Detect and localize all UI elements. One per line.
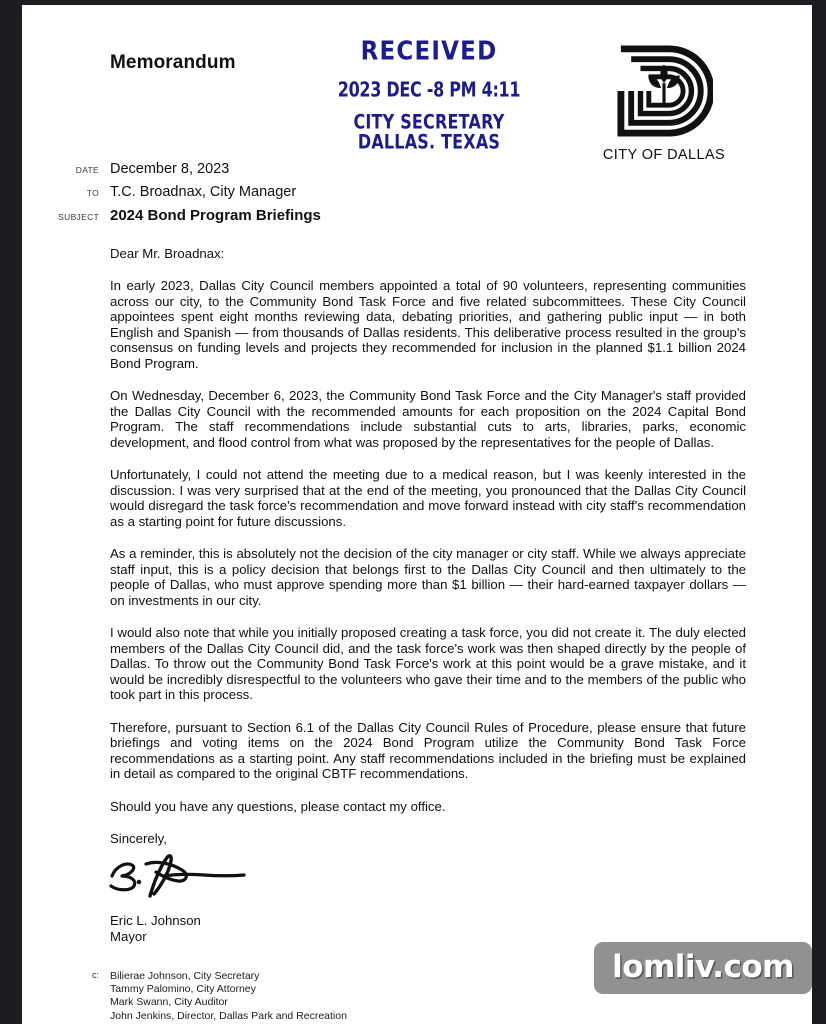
city-of-dallas-logo-block [574, 43, 754, 163]
city-of-dallas-logo-icon [615, 43, 713, 139]
viewer-right-edge [812, 0, 826, 1024]
cc-recipient-list [110, 970, 347, 1023]
document-header [22, 5, 812, 163]
cc-recipient: John Jenkins, Director, Dallas Park and Recreation [110, 1009, 347, 1022]
meta-label-to: TO [86, 188, 99, 198]
cc-recipient: Tammy Palomino, City Attorney [110, 983, 256, 996]
closing-sincerely: Sincerely, [110, 831, 167, 846]
cc-label: c: [91, 970, 99, 980]
meta-label-subject: SUBJECT [58, 212, 99, 222]
memo-meta-block [22, 161, 812, 224]
stamp-datetime: 2023 DEC -8 PM 4:11 [337, 77, 521, 102]
cc-recipient: Mark Swann, City Auditor [110, 996, 228, 1009]
stamp-office-line1: CITY SECRETARY [353, 110, 505, 134]
body-paragraph: In early 2023, Dallas City Council members appointed a total of 90 volunteers, representing communities across our city, to the Community Bond Task Force and five related subcommittees. These City Council appointees spent eight months reviewing data, debating priorities, and gathering public input — in both English and Spanish — from thousands of Dallas residents. This deliberative process resulted in the group's consensus on funding levels and projects they recommended for inclusion in the planned $1.1 billion 2024 Bond Program. [110, 278, 746, 371]
stamp-received-label: RECEIVED [360, 37, 498, 67]
signature-block [106, 850, 746, 907]
received-stamp [334, 37, 524, 154]
meta-row-subject [22, 207, 812, 224]
meta-value-to: T.C. Broadnax, City Manager [110, 184, 297, 200]
logo-caption: CITY OF DALLAS [602, 147, 726, 163]
signer-title: Mayor [110, 928, 147, 944]
page-title: Memorandum [110, 52, 236, 73]
site-watermark [594, 942, 812, 994]
cc-recipient: Bilierae Johnson, City Secretary [110, 970, 260, 982]
viewer-left-edge [0, 0, 14, 1024]
body-paragraph: As a reminder, this is absolutely not the decision of the city manager or city staff. While we always appreciate staff input, this is a policy decision that belongs first to the Dallas City Council and then ultimately to the people of Dallas, who must approve spending more than $1 billion — their hard-earned taxpayer dollars — on investments in our city. [110, 546, 746, 608]
body-paragraph: Therefore, pursuant to Section 6.1 of the Dallas City Council Rules of Procedure, please ensure that future briefings and voting items on the 2024 Bond Program utilize the Community Bond Task Force recommendations as a starting point. Any staff recommendations included in the briefing must be explained in detail as compared to the original CBTF recommendations. [110, 719, 746, 781]
body-paragraph: Should you have any questions, please contact my office. [110, 798, 446, 814]
body-paragraph: I would also note that while you initially proposed creating a task force, you did not create it. The duly elected members of the Dallas City Council did, and the task force's work was then shaped directly by the people of Dallas. To throw out the Community Bond Task Force's work at this point would be a grave mistake, and it would be incredibly disrespectful to the volunteers who gave their time and to the members of the public who took part in this process. [110, 625, 746, 702]
viewer-top-edge [0, 0, 826, 5]
meta-row-date [22, 161, 812, 177]
body-paragraph: On Wednesday, December 6, 2023, the Community Bond Task Force and the City Manager's staff provided the Dallas City Council with the recommended amounts for each proposition on the 2024 Capital Bond Program. The staff recommendations include substantial cuts to arts, libraries, parks, economic development, and flood control from what was proposed by the representatives for the people of Dallas. [110, 388, 746, 450]
body-paragraph: Unfortunately, I could not attend the meeting due to a medical reason, but I was keenly interested in the discussion. I was very surprised that at the end of the meeting, you pronounced that the Dallas City Council would disregard the task force's recommendation and move forward instead with city staff's recommendation as a starting point for future discussions. [110, 467, 746, 529]
meta-value-date: December 8, 2023 [110, 161, 230, 177]
stamp-office [334, 112, 524, 153]
letter-body [22, 246, 812, 944]
watermark-text: lomliv.com [612, 949, 794, 985]
meta-row-to [22, 184, 812, 200]
meta-value-subject: 2024 Bond Program Briefings [110, 207, 321, 224]
salutation: Dear Mr. Broadnax: [110, 246, 225, 261]
signature-icon [106, 850, 256, 902]
meta-label-date: DATE [75, 165, 99, 175]
signer-name: Eric L. Johnson [110, 913, 201, 928]
document-page [22, 5, 812, 1024]
stamp-office-line2: DALLAS. TEXAS [357, 131, 501, 154]
